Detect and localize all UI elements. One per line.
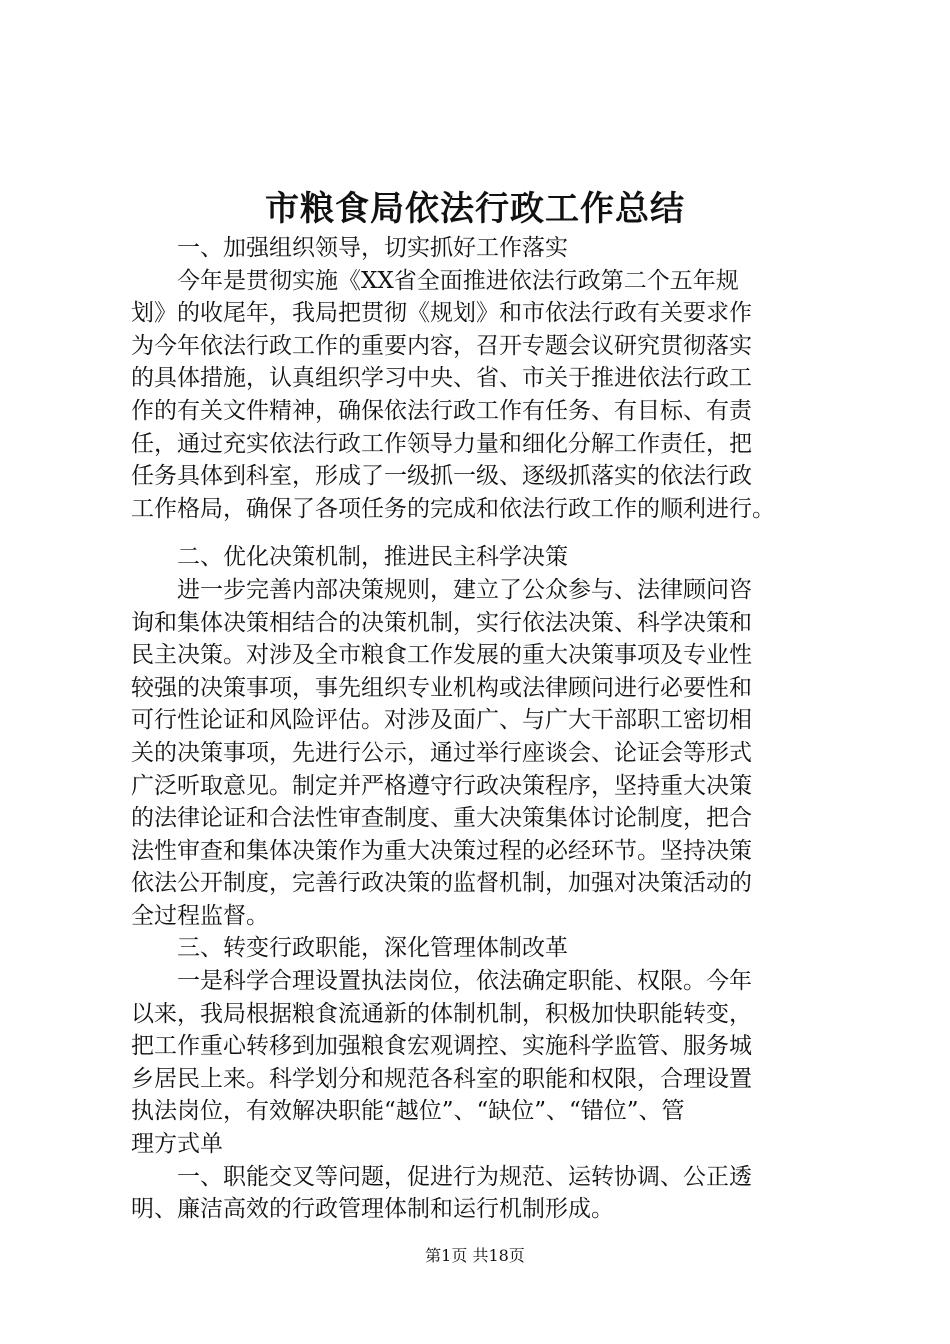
paragraph-line: 执法岗位，有效解决职能“越位”、“缺位”、“错位”、管	[131, 1098, 685, 1125]
paragraph-line: 任，通过充实依法行政工作领导力量和细化分解工作责任，把	[131, 430, 752, 457]
paragraph-line: 可行性论证和风险评估。对涉及面广、与广大干部职工密切相	[131, 707, 752, 734]
document-title: 市粮食局依法行政工作总结	[265, 189, 685, 229]
paragraph-line: 依法公开制度，完善行政决策的监督机制，加强对决策活动的	[131, 870, 752, 897]
paragraph-line: 任务具体到科室，形成了一级抓一级、逐级抓落实的依法行政	[131, 463, 752, 490]
paragraph-line: 进一步完善内部决策规则，建立了公众参与、法律顾问咨	[177, 576, 752, 603]
page-number-footer: 第1页 共18页	[425, 1246, 525, 1265]
paragraph-line: 的具体措施，认真组织学习中央、省、市关于推进依法行政工	[131, 365, 752, 392]
paragraph-line: 划》的收尾年，我局把贯彻《规划》和市依法行政有关要求作	[131, 300, 752, 327]
section-heading: 三、转变行政职能，深化管理体制改革	[177, 935, 568, 962]
section-heading: 二、优化决策机制，推进民主科学决策	[177, 544, 568, 571]
paragraph-line: 以来，我局根据粮食流通新的体制机制，积极加快职能转变，	[131, 1000, 752, 1027]
paragraph-line: 作的有关文件精神，确保依法行政工作有任务、有目标、有责	[131, 397, 752, 424]
document-body	[131, 232, 831, 1226]
paragraph-line: 全过程监督。	[131, 902, 269, 929]
paragraph-line: 今年是贯彻实施《XX省全面推进依法行政第二个五年规	[177, 267, 739, 294]
paragraph-line: 的法律论证和合法性审查制度、重大决策集体讨论制度，把合	[131, 805, 752, 832]
paragraph-line: 法性审查和集体决策作为重大决策过程的必经环节。坚持决策	[131, 837, 752, 864]
paragraph-line: 乡居民上来。科学划分和规范各科室的职能和权限，合理设置	[131, 1065, 752, 1092]
paragraph-line: 工作格局，确保了各项任务的完成和依法行政工作的顺利进行。	[131, 495, 775, 522]
section-gap	[131, 525, 831, 541]
paragraph-line: 理方式单	[131, 1131, 223, 1158]
paragraph-line: 为今年依法行政工作的重要内容，召开专题会议研究贯彻落实	[131, 332, 752, 359]
paragraph-line: 明、廉洁高效的行政管理体制和运行机制形成。	[131, 1196, 614, 1223]
paragraph-line: 广泛听取意见。制定并严格遵守行政决策程序，坚持重大决策	[131, 772, 752, 799]
paragraph-line: 民主决策。对涉及全市粮食工作发展的重大决策事项及专业性	[131, 642, 752, 669]
paragraph-line: 询和集体决策相结合的决策机制，实行依法决策、科学决策和	[131, 609, 752, 636]
paragraph-line: 一是科学合理设置执法岗位，依法确定职能、权限。今年	[177, 968, 752, 995]
paragraph-line: 较强的决策事项，事先组织专业机构或法律顾问进行必要性和	[131, 674, 752, 701]
section-heading: 一、加强组织领导，切实抓好工作落实	[177, 235, 568, 261]
paragraph-line: 把工作重心转移到加强粮食宏观调控、实施科学监管、服务城	[131, 1033, 752, 1060]
paragraph-line: 关的决策事项，先进行公示，通过举行座谈会、论证会等形式	[131, 739, 752, 766]
paragraph-line: 一、职能交叉等问题，促进行为规范、运转协调、公正透	[177, 1163, 752, 1190]
